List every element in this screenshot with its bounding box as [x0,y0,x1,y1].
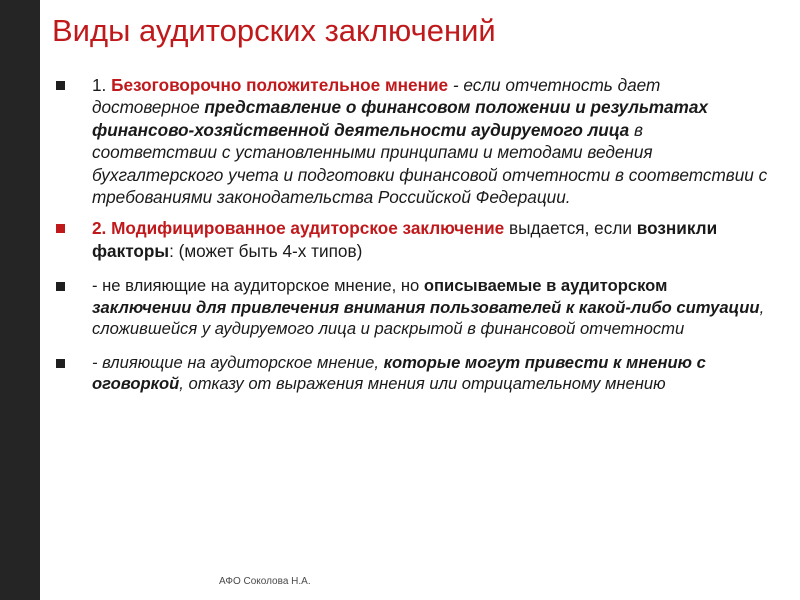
bullet-item-unmodified-opinion [52,74,768,208]
item-emphasis: которые могут привести к мнению с оговоркой [92,352,706,394]
square-bullet-icon [56,282,65,291]
item-emphasis: заключении для привлечения внимания пользователей к какой-либо ситуации [92,297,760,317]
item-text: , отказу от выражения мнения или отрицательному мнению [179,374,666,394]
square-bullet-icon [56,359,65,368]
left-sidebar-bar [0,0,40,600]
item-text: : (может быть 4-х типов) [169,240,363,261]
item-number: 1. [92,75,112,95]
bullet-list [52,74,768,395]
bullet-item-affecting-opinion [52,352,768,395]
item-text: - если отчетность дает достоверное [92,75,661,118]
bullet-item-not-affecting-opinion [52,275,768,340]
item-text: в соответствии с установленными принципами и методами ведения бухгалтерского учета и подготовки финансовой отчетности в соответствии с требованиями законодательства Российской Федерации. [92,119,768,208]
item-text: , сложившейся у аудируемого лица и раскрытой в финансовой отчетности [92,297,765,339]
item-emphasis: описываемые в аудиторском [423,276,668,296]
item-emphasis: представление о финансовом положении и результатах финансово-хозяйственной деятельности аудируемого лица [92,97,708,140]
item-text: - влияющие на аудиторское мнение, [92,352,384,372]
item-emphasis: возникли факторы [92,218,718,261]
item-text: - не влияющие на аудиторское мнение, но [92,276,424,296]
slide-footer: АФО Соколова Н.А. [219,576,311,587]
bullet-item-modified-opinion [52,217,768,262]
square-bullet-icon [56,81,65,90]
item-heading: 2. Модифицированное аудиторское заключение [92,218,505,239]
item-heading: Безоговорочно положительное мнение [111,75,449,95]
slide-title: Виды аудиторских заключений [52,13,496,48]
square-bullet-icon [56,224,65,233]
item-text: выдается, если [504,218,637,239]
